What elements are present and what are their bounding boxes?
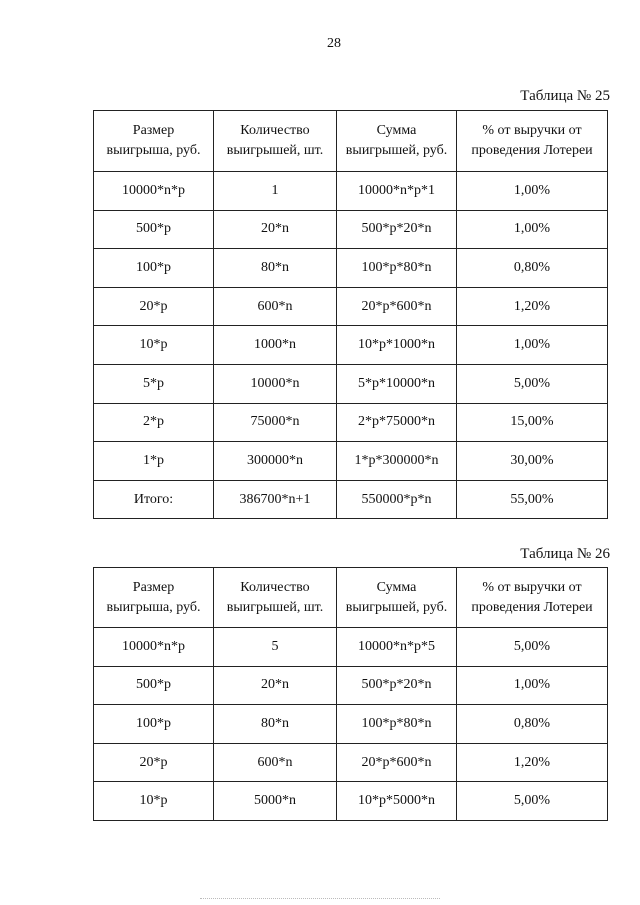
table-cell: 75000*n (214, 403, 337, 442)
table-cell: 10*p (94, 782, 214, 821)
table-cell: 20*n (214, 666, 337, 705)
table-cell: 10*p (94, 326, 214, 365)
table-row (94, 743, 608, 782)
table-cell: 500*p (94, 210, 214, 249)
table-header (94, 568, 608, 628)
page-number: 28 (327, 36, 341, 51)
table-cell: 10000*n*p*1 (337, 172, 457, 211)
table-cell: 20*p*600*n (337, 743, 457, 782)
table-cell: Итого: (94, 480, 214, 519)
table-row (94, 172, 608, 211)
column-header: Сумма выигрышей, руб. (337, 568, 457, 628)
table-cell: 80*n (214, 705, 337, 744)
table-body (94, 628, 608, 821)
table-row (94, 782, 608, 821)
table-cell: 5,00% (457, 364, 608, 403)
table-25 (93, 110, 608, 519)
table-row (94, 666, 608, 705)
table-cell: 100*p*80*n (337, 705, 457, 744)
table-cell: 500*p*20*n (337, 210, 457, 249)
table-cell: 1*p*300000*n (337, 442, 457, 481)
table-cell: 500*p*20*n (337, 666, 457, 705)
table-cell: 1,00% (457, 666, 608, 705)
table-row (94, 628, 608, 667)
table-cell: 600*n (214, 287, 337, 326)
column-header: Количество выигрышей, шт. (214, 111, 337, 172)
table-cell: 1,00% (457, 210, 608, 249)
table-cell: 20*n (214, 210, 337, 249)
table-cell: 30,00% (457, 442, 608, 481)
table-cell: 386700*n+1 (214, 480, 337, 519)
column-header: Количество выигрышей, шт. (214, 568, 337, 628)
column-header: % от выручки от проведения Лотереи (457, 568, 608, 628)
table-row (94, 326, 608, 365)
table-cell: 1,20% (457, 743, 608, 782)
table-header-row (94, 568, 608, 628)
table-cell: 2*p*75000*n (337, 403, 457, 442)
table-row (94, 249, 608, 288)
table-cell: 5 (214, 628, 337, 667)
table-cell: 0,80% (457, 249, 608, 288)
column-header: Сумма выигрышей, руб. (337, 111, 457, 172)
table-cell: 20*p*600*n (337, 287, 457, 326)
table-cell: 5*p*10000*n (337, 364, 457, 403)
table-cell: 10000*n (214, 364, 337, 403)
table-cell: 600*n (214, 743, 337, 782)
table-cell: 15,00% (457, 403, 608, 442)
table-cell: 10*p*1000*n (337, 326, 457, 365)
column-header: Размер выигрыша, руб. (94, 568, 214, 628)
table-cell: 1000*n (214, 326, 337, 365)
table-cell: 10000*n*p (94, 172, 214, 211)
table-cell: 1,20% (457, 287, 608, 326)
table-cell: 10*p*5000*n (337, 782, 457, 821)
table-cell: 1*p (94, 442, 214, 481)
table-cell: 100*p (94, 249, 214, 288)
table-row (94, 364, 608, 403)
table-row (94, 210, 608, 249)
table-cell: 10000*n*p (94, 628, 214, 667)
table-cell: 300000*n (214, 442, 337, 481)
table-cell: 5,00% (457, 628, 608, 667)
table-26 (93, 567, 608, 821)
table-cell: 20*p (94, 287, 214, 326)
table-cell: 5,00% (457, 782, 608, 821)
page-bottom-divider (200, 898, 440, 899)
table-cell: 1 (214, 172, 337, 211)
table-cell: 0,80% (457, 705, 608, 744)
table-cell: 550000*p*n (337, 480, 457, 519)
table-cell: 20*p (94, 743, 214, 782)
table-cell: 500*p (94, 666, 214, 705)
table-cell: 1,00% (457, 326, 608, 365)
table-cell: 1,00% (457, 172, 608, 211)
table-25-caption: Таблица № 25 (520, 88, 610, 104)
table-cell: 55,00% (457, 480, 608, 519)
column-header: Размер выигрыша, руб. (94, 111, 214, 172)
table-cell: 5*p (94, 364, 214, 403)
table-row (94, 705, 608, 744)
table-cell: 80*n (214, 249, 337, 288)
table-cell: 5000*n (214, 782, 337, 821)
table-26-caption: Таблица № 26 (520, 546, 610, 562)
table-row (94, 442, 608, 481)
table-row (94, 287, 608, 326)
column-header: % от выручки от проведения Лотереи (457, 111, 608, 172)
table-header-row (94, 111, 608, 172)
table-cell: 100*p (94, 705, 214, 744)
table-row (94, 480, 608, 519)
table-cell: 100*p*80*n (337, 249, 457, 288)
table-cell: 2*p (94, 403, 214, 442)
table-header (94, 111, 608, 172)
table-body (94, 172, 608, 519)
table-row (94, 403, 608, 442)
table-cell: 10000*n*p*5 (337, 628, 457, 667)
